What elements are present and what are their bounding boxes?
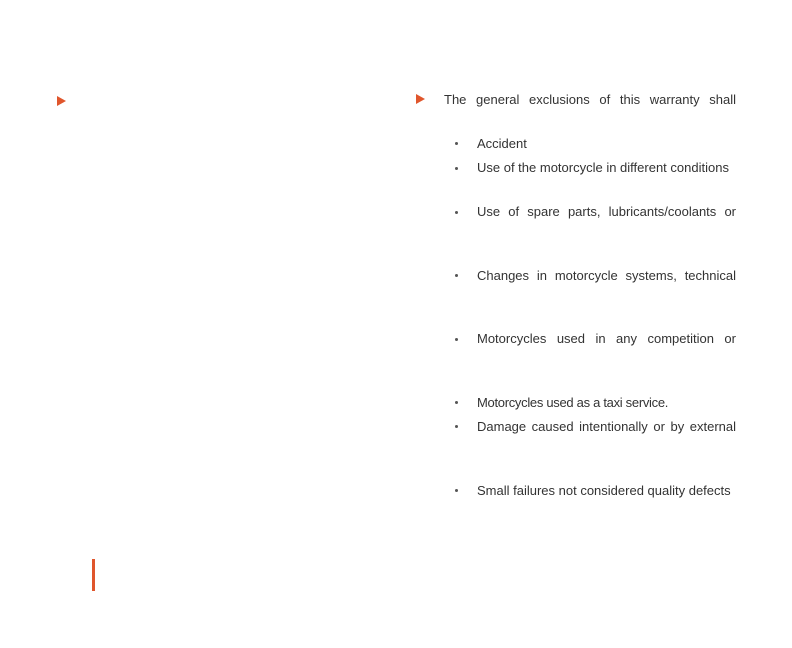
exclusion-item-spare-parts: Use of spare parts, lubricants/coolants or [477,204,736,219]
exclusion-item-taxi: Motorcycles used as a taxi service. [477,395,669,410]
exclusion-item-accident: Accident [477,136,527,151]
exclusion-item-competition: Motorcycles used in any competition or [477,331,736,346]
bullet-arrow-icon [57,96,66,106]
bullet-dot-icon [455,489,458,492]
accent-bar [92,559,95,591]
exclusions-intro-text: The general exclusions of this warranty shall [444,92,736,107]
exclusion-item-system-changes: Changes in motorcycle systems, technical [477,268,736,283]
exclusion-item-small-failures: Small failures not considered quality defects [477,483,731,498]
bullet-dot-icon [455,142,458,145]
bullet-arrow-icon [416,94,425,104]
bullet-dot-icon [455,401,458,404]
exclusion-item-conditions: Use of the motorcycle in different conditions [477,160,729,175]
exclusion-item-damage: Damage caused intentionally or by external [477,419,736,434]
bullet-dot-icon [455,167,458,170]
bullet-dot-icon [455,425,458,428]
bullet-dot-icon [455,274,458,277]
bullet-dot-icon [455,338,458,341]
bullet-dot-icon [455,211,458,214]
